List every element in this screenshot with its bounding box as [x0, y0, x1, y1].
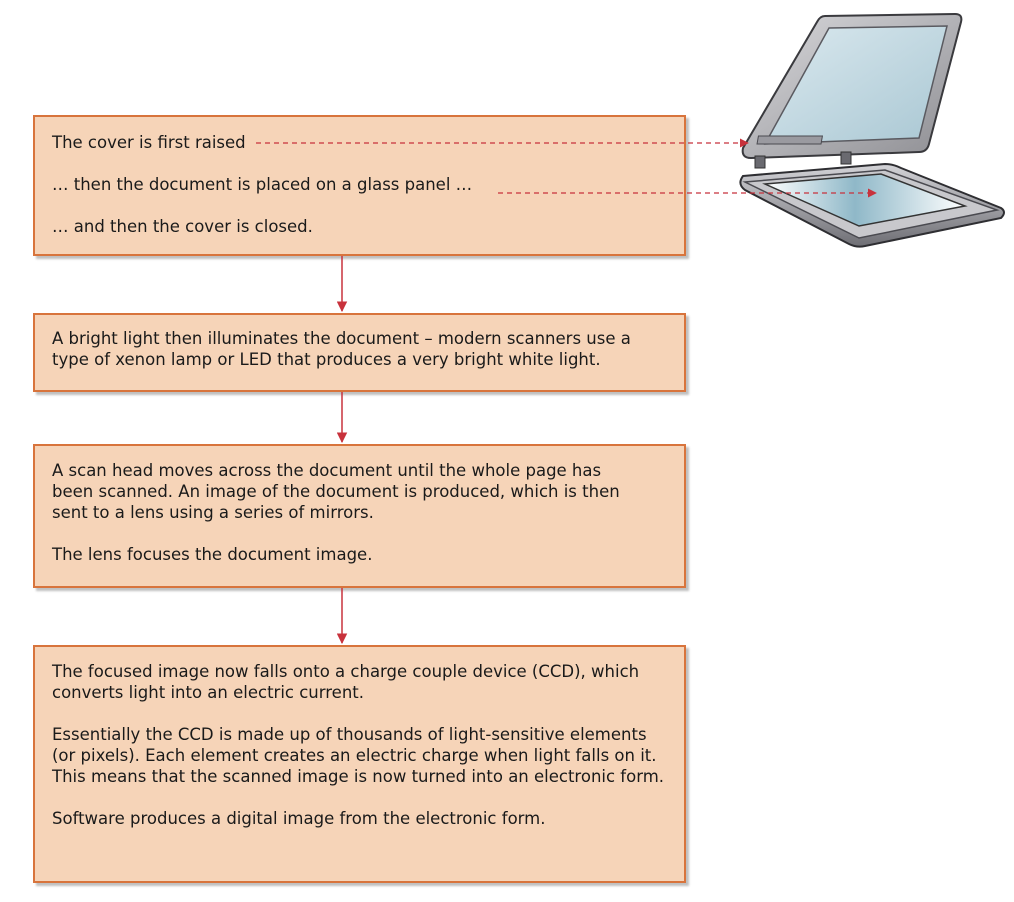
flatbed-scanner-icon: [725, 8, 1007, 253]
step-4-text-1: The focused image now falls onto a charge couple device (CCD), which converts light into an electric current.: [52, 662, 640, 702]
step-2-text: A bright light then illuminates the document – modern scanners use a type of xenon lamp or LED that produces a very bright white light.: [52, 329, 631, 369]
step-1-line-1: The cover is first raised: [52, 133, 246, 152]
step-4-box: [33, 645, 686, 883]
step-1-box: [33, 115, 686, 256]
step-1-line-3: … and then the cover is closed.: [52, 217, 313, 236]
step-1-line-2: … then the document is placed on a glass panel …: [52, 175, 473, 194]
step-4-text-2: Essentially the CCD is made up of thousands of light-sensitive elements (or pixels). Each element creates an electric charge when light falls on it. This means that the scanned image is now turned into an electronic form.: [52, 725, 665, 786]
step-4-text-3: Software produces a digital image from the electronic form.: [52, 809, 546, 828]
step-3-text-2: The lens focuses the document image.: [52, 545, 373, 564]
step-3-text: A scan head moves across the document until the whole page has been scanned. An image of the document is produced, which is then sent to a lens using a series of mirrors.: [52, 461, 620, 522]
step-2-box: [33, 313, 686, 392]
step-3-box: [33, 444, 686, 588]
